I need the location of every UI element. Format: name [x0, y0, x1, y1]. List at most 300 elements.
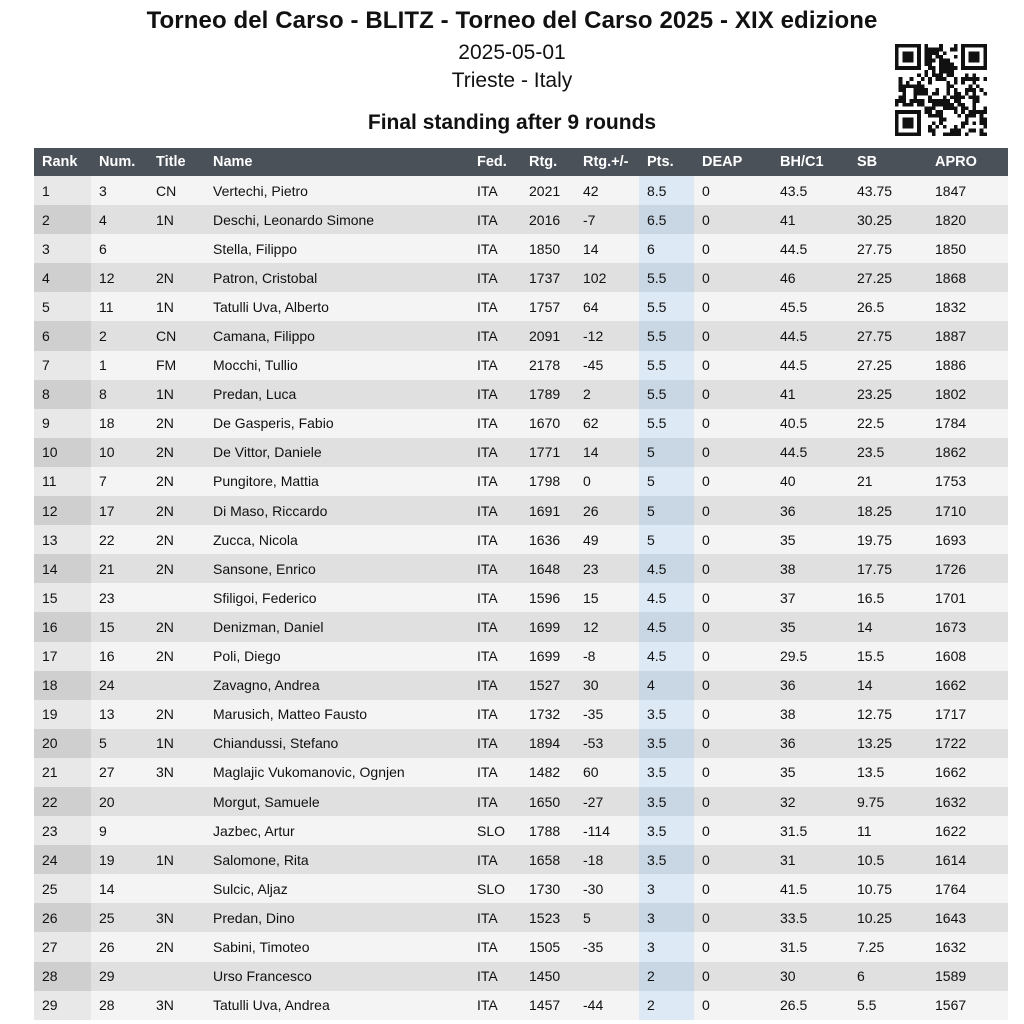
qr-code-icon — [895, 44, 987, 136]
cell-apro: 1589 — [927, 962, 1008, 991]
cell-points: 4.5 — [639, 642, 694, 671]
table-row — [34, 991, 1008, 1020]
cell-name[interactable]: Morgut, Samuele — [205, 787, 469, 816]
cell-rating: 1658 — [521, 845, 575, 874]
cell-name[interactable]: Deschi, Leonardo Simone — [205, 205, 469, 234]
cell-title — [148, 787, 205, 816]
cell-deap: 0 — [694, 321, 772, 350]
cell-name[interactable]: De Vittor, Daniele — [205, 438, 469, 467]
cell-bh-c1: 37 — [772, 583, 849, 612]
cell-num: 9 — [91, 816, 148, 845]
cell-points: 8.5 — [639, 176, 694, 205]
cell-apro: 1820 — [927, 205, 1008, 234]
cell-rank: 23 — [34, 816, 91, 845]
cell-points: 6.5 — [639, 205, 694, 234]
cell-points: 5 — [639, 496, 694, 525]
cell-num: 4 — [91, 205, 148, 234]
cell-name[interactable]: Sfiligoi, Federico — [205, 583, 469, 612]
table-row — [34, 583, 1008, 612]
cell-name[interactable]: Urso Francesco — [205, 962, 469, 991]
cell-deap: 0 — [694, 729, 772, 758]
cell-apro: 1784 — [927, 409, 1008, 438]
cell-rank: 14 — [34, 554, 91, 583]
cell-bh-c1: 36 — [772, 671, 849, 700]
cell-bh-c1: 32 — [772, 787, 849, 816]
cell-bh-c1: 44.5 — [772, 321, 849, 350]
cell-title: 2N — [148, 409, 205, 438]
cell-num: 8 — [91, 380, 148, 409]
table-row — [34, 438, 1008, 467]
cell-sb: 6 — [849, 962, 927, 991]
cell-name[interactable]: Poli, Diego — [205, 642, 469, 671]
cell-sb: 27.75 — [849, 321, 927, 350]
cell-apro: 1632 — [927, 787, 1008, 816]
cell-title: 2N — [148, 525, 205, 554]
table-row — [34, 642, 1008, 671]
col-header-num[interactable]: Num. — [91, 148, 148, 176]
cell-rating: 1771 — [521, 438, 575, 467]
cell-rating-change: -44 — [575, 991, 639, 1020]
table-row — [34, 292, 1008, 321]
cell-sb: 27.25 — [849, 351, 927, 380]
cell-rating-change: -30 — [575, 874, 639, 903]
cell-deap: 0 — [694, 467, 772, 496]
cell-title: CN — [148, 321, 205, 350]
cell-rating-change: -114 — [575, 816, 639, 845]
cell-apro: 1673 — [927, 612, 1008, 641]
cell-num: 16 — [91, 642, 148, 671]
cell-name[interactable]: Tatulli Uva, Alberto — [205, 292, 469, 321]
cell-fed: ITA — [469, 962, 521, 991]
cell-deap: 0 — [694, 176, 772, 205]
col-header-bh-c1[interactable]: BH/C1 — [772, 148, 849, 176]
cell-deap: 0 — [694, 758, 772, 787]
cell-title — [148, 234, 205, 263]
cell-apro: 1868 — [927, 263, 1008, 292]
cell-deap: 0 — [694, 787, 772, 816]
tournament-title: Torneo del Carso - BLITZ - Torneo del Carso 2025 - XIX edizione — [146, 7, 878, 34]
cell-num: 18 — [91, 409, 148, 438]
table-row — [34, 612, 1008, 641]
cell-title: 2N — [148, 932, 205, 961]
cell-rank: 7 — [34, 351, 91, 380]
cell-rating-change: 15 — [575, 583, 639, 612]
cell-fed: ITA — [469, 496, 521, 525]
cell-rating-change: -53 — [575, 729, 639, 758]
cell-name[interactable]: Chiandussi, Stefano — [205, 729, 469, 758]
cell-points: 2 — [639, 991, 694, 1020]
cell-sb: 17.75 — [849, 554, 927, 583]
cell-rating: 1699 — [521, 642, 575, 671]
cell-name[interactable]: Sulcic, Aljaz — [205, 874, 469, 903]
cell-rating-change: -27 — [575, 787, 639, 816]
cell-points: 3.5 — [639, 729, 694, 758]
cell-points: 4.5 — [639, 612, 694, 641]
cell-fed: SLO — [469, 874, 521, 903]
cell-sb: 43.75 — [849, 176, 927, 205]
table-row — [34, 845, 1008, 874]
cell-rating: 2091 — [521, 321, 575, 350]
cell-name[interactable]: Zavagno, Andrea — [205, 671, 469, 700]
col-header-title[interactable]: Title — [148, 148, 205, 176]
cell-title: 2N — [148, 263, 205, 292]
cell-name[interactable]: Patron, Cristobal — [205, 263, 469, 292]
cell-bh-c1: 43.5 — [772, 176, 849, 205]
cell-deap: 0 — [694, 234, 772, 263]
cell-rating: 2016 — [521, 205, 575, 234]
cell-name[interactable]: De Gasperis, Fabio — [205, 409, 469, 438]
table-row — [34, 496, 1008, 525]
cell-num: 22 — [91, 525, 148, 554]
cell-sb: 18.25 — [849, 496, 927, 525]
cell-points: 3.5 — [639, 758, 694, 787]
cell-fed: ITA — [469, 554, 521, 583]
cell-num: 2 — [91, 321, 148, 350]
cell-name[interactable]: Predan, Dino — [205, 903, 469, 932]
col-header-deap[interactable]: DEAP — [694, 148, 772, 176]
standings-body — [34, 176, 1008, 1020]
cell-bh-c1: 30 — [772, 962, 849, 991]
cell-bh-c1: 41 — [772, 205, 849, 234]
cell-rating-change: 42 — [575, 176, 639, 205]
cell-apro: 1764 — [927, 874, 1008, 903]
cell-rating: 1788 — [521, 816, 575, 845]
cell-name[interactable]: Pungitore, Mattia — [205, 467, 469, 496]
cell-apro: 1701 — [927, 583, 1008, 612]
table-header-row — [34, 148, 1008, 176]
cell-deap: 0 — [694, 351, 772, 380]
cell-sb: 10.5 — [849, 845, 927, 874]
cell-points: 4 — [639, 671, 694, 700]
cell-rank: 24 — [34, 845, 91, 874]
table-row — [34, 903, 1008, 932]
cell-name[interactable]: Sabini, Timoteo — [205, 932, 469, 961]
cell-name[interactable]: Mocchi, Tullio — [205, 351, 469, 380]
cell-bh-c1: 38 — [772, 554, 849, 583]
cell-deap: 0 — [694, 962, 772, 991]
cell-rank: 11 — [34, 467, 91, 496]
cell-fed: ITA — [469, 845, 521, 874]
cell-name[interactable]: Marusich, Matteo Fausto — [205, 700, 469, 729]
cell-rank: 5 — [34, 292, 91, 321]
cell-deap: 0 — [694, 525, 772, 554]
table-row — [34, 525, 1008, 554]
cell-title: 2N — [148, 438, 205, 467]
table-row — [34, 351, 1008, 380]
cell-fed: ITA — [469, 903, 521, 932]
cell-deap: 0 — [694, 263, 772, 292]
col-header-points[interactable]: Pts. — [639, 148, 694, 176]
cell-apro: 1722 — [927, 729, 1008, 758]
cell-bh-c1: 44.5 — [772, 234, 849, 263]
cell-bh-c1: 31 — [772, 845, 849, 874]
cell-rating: 1457 — [521, 991, 575, 1020]
cell-rating: 2021 — [521, 176, 575, 205]
cell-bh-c1: 38 — [772, 700, 849, 729]
cell-num: 28 — [91, 991, 148, 1020]
cell-apro: 1662 — [927, 671, 1008, 700]
cell-fed: ITA — [469, 292, 521, 321]
cell-rating: 1648 — [521, 554, 575, 583]
cell-bh-c1: 41.5 — [772, 874, 849, 903]
cell-rating-change: -35 — [575, 932, 639, 961]
cell-apro: 1726 — [927, 554, 1008, 583]
cell-fed: ITA — [469, 525, 521, 554]
cell-rank: 26 — [34, 903, 91, 932]
cell-apro: 1886 — [927, 351, 1008, 380]
cell-fed: ITA — [469, 321, 521, 350]
cell-sb: 22.5 — [849, 409, 927, 438]
cell-title — [148, 874, 205, 903]
cell-rank: 19 — [34, 700, 91, 729]
cell-bh-c1: 44.5 — [772, 438, 849, 467]
cell-apro: 1802 — [927, 380, 1008, 409]
table-row — [34, 554, 1008, 583]
table-row — [34, 758, 1008, 787]
cell-fed: ITA — [469, 380, 521, 409]
table-row — [34, 205, 1008, 234]
col-header-rating-change[interactable]: Rtg.+/- — [575, 148, 639, 176]
cell-fed: ITA — [469, 467, 521, 496]
cell-fed: ITA — [469, 351, 521, 380]
cell-points: 2 — [639, 962, 694, 991]
cell-rank: 13 — [34, 525, 91, 554]
cell-rating-change: 62 — [575, 409, 639, 438]
cell-rank: 10 — [34, 438, 91, 467]
cell-points: 3.5 — [639, 845, 694, 874]
cell-sb: 13.25 — [849, 729, 927, 758]
table-row — [34, 176, 1008, 205]
cell-name[interactable]: Camana, Filippo — [205, 321, 469, 350]
cell-num: 5 — [91, 729, 148, 758]
cell-apro: 1662 — [927, 758, 1008, 787]
cell-num: 13 — [91, 700, 148, 729]
cell-rating-change: 5 — [575, 903, 639, 932]
cell-apro: 1847 — [927, 176, 1008, 205]
cell-rating: 1650 — [521, 787, 575, 816]
col-header-rank[interactable]: Rank — [34, 148, 91, 176]
cell-rating-change: 49 — [575, 525, 639, 554]
cell-sb: 5.5 — [849, 991, 927, 1020]
cell-bh-c1: 31.5 — [772, 932, 849, 961]
cell-bh-c1: 40.5 — [772, 409, 849, 438]
cell-title: 2N — [148, 554, 205, 583]
cell-bh-c1: 41 — [772, 380, 849, 409]
cell-sb: 10.25 — [849, 903, 927, 932]
cell-name[interactable]: Salomone, Rita — [205, 845, 469, 874]
cell-rating-change: 30 — [575, 671, 639, 700]
cell-points: 3.5 — [639, 787, 694, 816]
cell-fed: ITA — [469, 438, 521, 467]
cell-num: 14 — [91, 874, 148, 903]
cell-apro: 1717 — [927, 700, 1008, 729]
cell-rating-change: 14 — [575, 438, 639, 467]
cell-rating-change: 0 — [575, 467, 639, 496]
cell-title: FM — [148, 351, 205, 380]
cell-name[interactable]: Jazbec, Artur — [205, 816, 469, 845]
col-header-name[interactable]: Name — [205, 148, 469, 176]
cell-sb: 14 — [849, 612, 927, 641]
cell-bh-c1: 36 — [772, 496, 849, 525]
table-row — [34, 467, 1008, 496]
cell-points: 5.5 — [639, 263, 694, 292]
cell-rank: 18 — [34, 671, 91, 700]
cell-title — [148, 962, 205, 991]
cell-deap: 0 — [694, 845, 772, 874]
cell-title: 2N — [148, 467, 205, 496]
cell-apro: 1862 — [927, 438, 1008, 467]
cell-title — [148, 671, 205, 700]
cell-rating: 1482 — [521, 758, 575, 787]
cell-bh-c1: 29.5 — [772, 642, 849, 671]
cell-bh-c1: 26.5 — [772, 991, 849, 1020]
cell-name[interactable]: Vertechi, Pietro — [205, 176, 469, 205]
cell-fed: ITA — [469, 729, 521, 758]
cell-bh-c1: 46 — [772, 263, 849, 292]
cell-rank: 8 — [34, 380, 91, 409]
cell-deap: 0 — [694, 903, 772, 932]
cell-rank: 2 — [34, 205, 91, 234]
cell-rating-change: 26 — [575, 496, 639, 525]
cell-num: 25 — [91, 903, 148, 932]
cell-title: 3N — [148, 903, 205, 932]
cell-name[interactable]: Stella, Filippo — [205, 234, 469, 263]
cell-rank: 12 — [34, 496, 91, 525]
table-row — [34, 874, 1008, 903]
cell-points: 4.5 — [639, 583, 694, 612]
cell-fed: ITA — [469, 234, 521, 263]
cell-rating: 1699 — [521, 612, 575, 641]
table-row — [34, 409, 1008, 438]
cell-rank: 22 — [34, 787, 91, 816]
cell-num: 11 — [91, 292, 148, 321]
col-header-fed[interactable]: Fed. — [469, 148, 521, 176]
cell-bh-c1: 36 — [772, 729, 849, 758]
cell-apro: 1608 — [927, 642, 1008, 671]
cell-sb: 21 — [849, 467, 927, 496]
cell-num: 17 — [91, 496, 148, 525]
cell-sb: 16.5 — [849, 583, 927, 612]
cell-points: 5 — [639, 525, 694, 554]
cell-rating: 1450 — [521, 962, 575, 991]
cell-sb: 13.5 — [849, 758, 927, 787]
cell-num: 6 — [91, 234, 148, 263]
cell-deap: 0 — [694, 205, 772, 234]
cell-sb: 23.5 — [849, 438, 927, 467]
cell-title: CN — [148, 176, 205, 205]
table-row — [34, 671, 1008, 700]
col-header-sb[interactable]: SB — [849, 148, 927, 176]
cell-deap: 0 — [694, 642, 772, 671]
cell-rating-change: -12 — [575, 321, 639, 350]
cell-fed: ITA — [469, 758, 521, 787]
cell-num: 24 — [91, 671, 148, 700]
cell-rating: 1636 — [521, 525, 575, 554]
cell-points: 3 — [639, 932, 694, 961]
table-row — [34, 321, 1008, 350]
cell-sb: 19.75 — [849, 525, 927, 554]
cell-fed: ITA — [469, 932, 521, 961]
cell-rank: 25 — [34, 874, 91, 903]
cell-title: 3N — [148, 991, 205, 1020]
cell-fed: ITA — [469, 583, 521, 612]
cell-name[interactable]: Maglajic Vukomanovic, Ognjen — [205, 758, 469, 787]
cell-fed: ITA — [469, 409, 521, 438]
table-row — [34, 700, 1008, 729]
cell-points: 5 — [639, 438, 694, 467]
cell-deap: 0 — [694, 496, 772, 525]
cell-rating: 1505 — [521, 932, 575, 961]
cell-num: 12 — [91, 263, 148, 292]
cell-num: 15 — [91, 612, 148, 641]
cell-rank: 20 — [34, 729, 91, 758]
cell-name[interactable]: Zucca, Nicola — [205, 525, 469, 554]
cell-name[interactable]: Denizman, Daniel — [205, 612, 469, 641]
cell-deap: 0 — [694, 409, 772, 438]
cell-title: 2N — [148, 496, 205, 525]
cell-title: 1N — [148, 205, 205, 234]
cell-sb: 27.75 — [849, 234, 927, 263]
cell-rating: 1789 — [521, 380, 575, 409]
cell-points: 4.5 — [639, 554, 694, 583]
table-row — [34, 816, 1008, 845]
cell-bh-c1: 35 — [772, 758, 849, 787]
cell-title: 2N — [148, 642, 205, 671]
cell-bh-c1: 35 — [772, 612, 849, 641]
cell-apro: 1710 — [927, 496, 1008, 525]
cell-apro: 1850 — [927, 234, 1008, 263]
cell-deap: 0 — [694, 671, 772, 700]
cell-rating: 1737 — [521, 263, 575, 292]
cell-rating-change: -45 — [575, 351, 639, 380]
cell-name[interactable]: Di Maso, Riccardo — [205, 496, 469, 525]
cell-rating: 1757 — [521, 292, 575, 321]
col-header-rating[interactable]: Rtg. — [521, 148, 575, 176]
cell-name[interactable]: Predan, Luca — [205, 380, 469, 409]
col-header-apro[interactable]: APRO — [927, 148, 1008, 176]
cell-name[interactable]: Tatulli Uva, Andrea — [205, 991, 469, 1020]
cell-title: 2N — [148, 700, 205, 729]
cell-title: 3N — [148, 758, 205, 787]
cell-apro: 1753 — [927, 467, 1008, 496]
cell-rating: 1732 — [521, 700, 575, 729]
cell-sb: 26.5 — [849, 292, 927, 321]
cell-points: 5.5 — [639, 380, 694, 409]
cell-apro: 1567 — [927, 991, 1008, 1020]
cell-rating-change: 12 — [575, 612, 639, 641]
cell-bh-c1: 35 — [772, 525, 849, 554]
cell-rating-change: 2 — [575, 380, 639, 409]
cell-rank: 4 — [34, 263, 91, 292]
cell-title: 1N — [148, 292, 205, 321]
cell-fed: ITA — [469, 642, 521, 671]
cell-apro: 1614 — [927, 845, 1008, 874]
cell-fed: ITA — [469, 176, 521, 205]
cell-rating-change: 102 — [575, 263, 639, 292]
cell-title: 1N — [148, 845, 205, 874]
cell-rating: 2178 — [521, 351, 575, 380]
cell-bh-c1: 44.5 — [772, 351, 849, 380]
cell-sb: 10.75 — [849, 874, 927, 903]
table-row — [34, 729, 1008, 758]
cell-points: 6 — [639, 234, 694, 263]
cell-deap: 0 — [694, 612, 772, 641]
cell-fed: ITA — [469, 700, 521, 729]
cell-name[interactable]: Sansone, Enrico — [205, 554, 469, 583]
cell-bh-c1: 33.5 — [772, 903, 849, 932]
cell-rank: 17 — [34, 642, 91, 671]
cell-sb: 7.25 — [849, 932, 927, 961]
